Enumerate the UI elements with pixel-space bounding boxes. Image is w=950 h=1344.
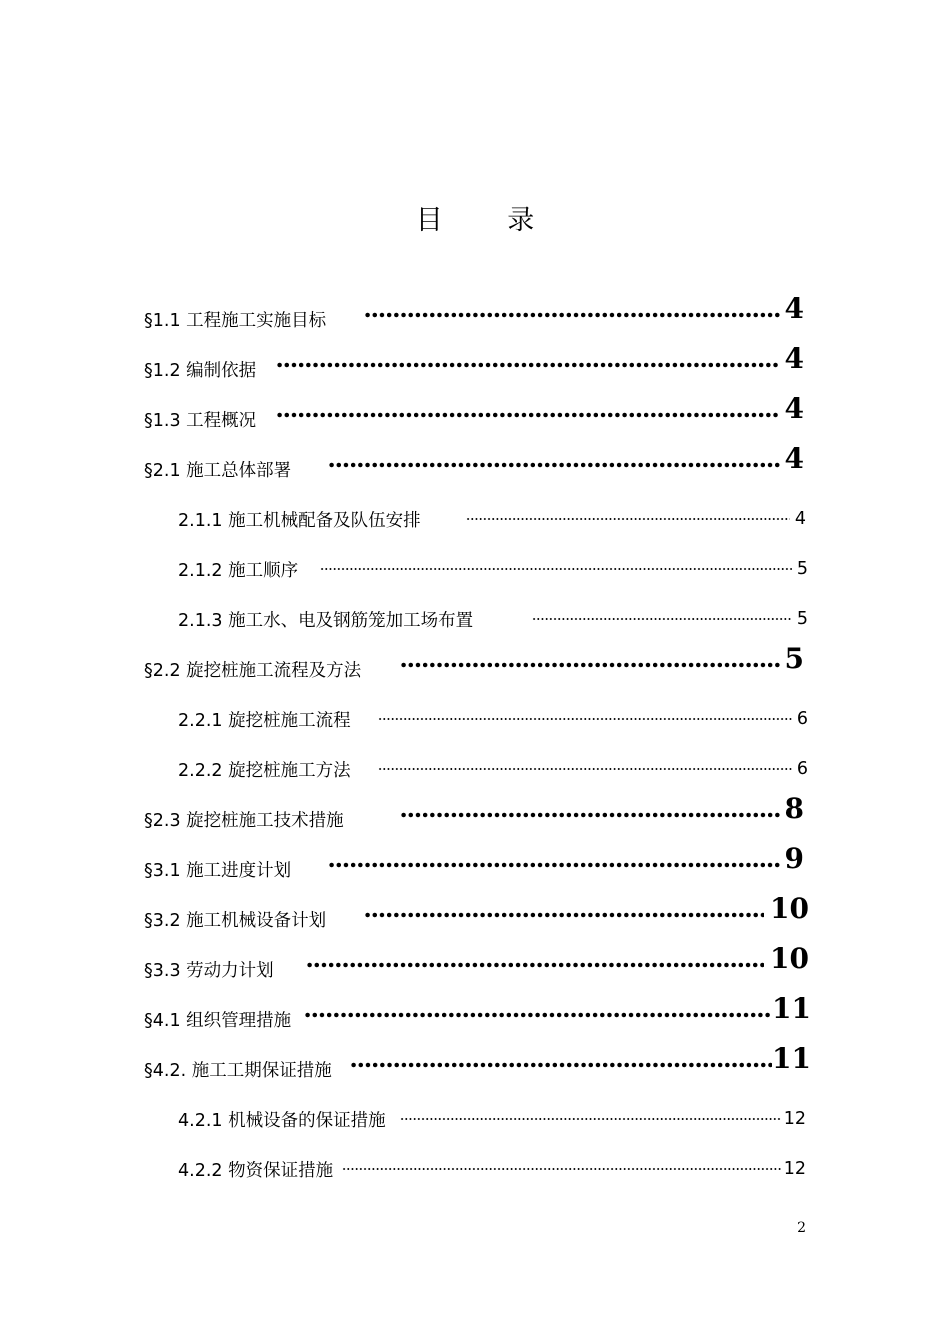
toc-entry-label: 4.2.1 机械设备的保证措施	[178, 1111, 386, 1131]
toc-dot-leader	[304, 1006, 772, 1024]
toc-entry-page-number: 11	[772, 1042, 811, 1075]
toc-entry-page-number: 6	[796, 759, 808, 779]
toc-entry-page-number: 4	[784, 342, 804, 375]
toc-dot-leader	[378, 764, 792, 774]
toc-entry[interactable]	[0, 792, 950, 840]
toc-entry-label: §4.1 组织管理措施	[144, 1011, 292, 1031]
toc-entry[interactable]	[0, 750, 950, 790]
toc-dot-leader	[466, 514, 790, 524]
toc-entry-page-number: 12	[783, 1159, 806, 1179]
toc-entry[interactable]	[0, 550, 950, 590]
toc-entry[interactable]	[0, 292, 950, 340]
toc-entry[interactable]	[0, 842, 950, 890]
toc-entry-page-number: 6	[796, 709, 808, 729]
toc-entry-page-number: 4	[784, 442, 804, 475]
toc-entry[interactable]	[0, 992, 950, 1040]
toc-entry-page-number: 5	[796, 559, 808, 579]
toc-title: 目 录	[415, 205, 563, 236]
toc-entry[interactable]	[0, 1150, 950, 1190]
toc-entry-label: §3.1 施工进度计划	[144, 861, 292, 881]
toc-dot-leader	[400, 806, 782, 824]
toc-dot-leader	[342, 1164, 782, 1174]
toc-dot-leader	[320, 564, 792, 574]
toc-entry-label: 2.2.2 旋挖桩施工方法	[178, 761, 351, 781]
toc-entry[interactable]	[0, 942, 950, 990]
toc-entry[interactable]	[0, 892, 950, 940]
footer-page-number: 2	[797, 1220, 806, 1236]
toc-entry-page-number: 10	[770, 942, 809, 975]
toc-dot-leader	[400, 656, 782, 674]
toc-entry-page-number: 5	[784, 642, 804, 675]
toc-dot-leader	[364, 306, 780, 324]
toc-entry-label: 4.2.2 物资保证措施	[178, 1161, 334, 1181]
toc-dot-leader	[328, 456, 780, 474]
toc-dot-leader	[378, 714, 792, 724]
toc-entry-page-number: 4	[794, 509, 806, 529]
toc-entry-label: §2.2 旋挖桩施工流程及方法	[144, 661, 362, 681]
toc-entry[interactable]	[0, 700, 950, 740]
toc-entry-label: §2.3 旋挖桩施工技术措施	[144, 811, 344, 831]
toc-entry[interactable]	[0, 392, 950, 440]
toc-entry-page-number: 12	[783, 1109, 806, 1129]
toc-entry[interactable]	[0, 342, 950, 390]
toc-dot-leader	[350, 1056, 772, 1074]
toc-entry[interactable]	[0, 600, 950, 640]
toc-entry-page-number: 8	[784, 792, 804, 825]
toc-dot-leader	[306, 956, 764, 974]
toc-entry-page-number: 11	[772, 992, 811, 1025]
toc-dot-leader	[328, 856, 782, 874]
toc-entry-label: §1.2 编制依据	[144, 361, 257, 381]
toc-entry[interactable]	[0, 642, 950, 690]
toc-entry-label: 2.2.1 旋挖桩施工流程	[178, 711, 351, 731]
toc-entry-label: §2.1 施工总体部署	[144, 461, 292, 481]
toc-entry-label: §1.1 工程施工实施目标	[144, 311, 327, 331]
toc-entry-page-number: 5	[796, 609, 808, 629]
toc-dot-leader	[364, 906, 764, 924]
toc-entry-label: §4.2. 施工工期保证措施	[144, 1061, 332, 1081]
toc-entry-label: 2.1.1 施工机械配备及队伍安排	[178, 511, 421, 531]
toc-entry-page-number: 9	[784, 842, 804, 875]
toc-entry-page-number: 10	[770, 892, 809, 925]
toc-entry[interactable]	[0, 1100, 950, 1140]
toc-entry-label: 2.1.3 施工水、电及钢筋笼加工场布置	[178, 611, 474, 631]
toc-entry[interactable]	[0, 1042, 950, 1090]
toc-entry-page-number: 4	[784, 392, 804, 425]
toc-entry-label: §1.3 工程概况	[144, 411, 257, 431]
toc-dot-leader	[276, 406, 780, 424]
toc-entry-label: 2.1.2 施工顺序	[178, 561, 299, 581]
toc-entry-label: §3.3 劳动力计划	[144, 961, 274, 981]
toc-entry[interactable]	[0, 442, 950, 490]
toc-dot-leader	[400, 1114, 782, 1124]
toc-dot-leader	[276, 356, 780, 374]
toc-dot-leader	[532, 614, 792, 624]
toc-entry-label: §3.2 施工机械设备计划	[144, 911, 327, 931]
toc-entry[interactable]	[0, 500, 950, 540]
toc-entry-page-number: 4	[784, 292, 804, 325]
